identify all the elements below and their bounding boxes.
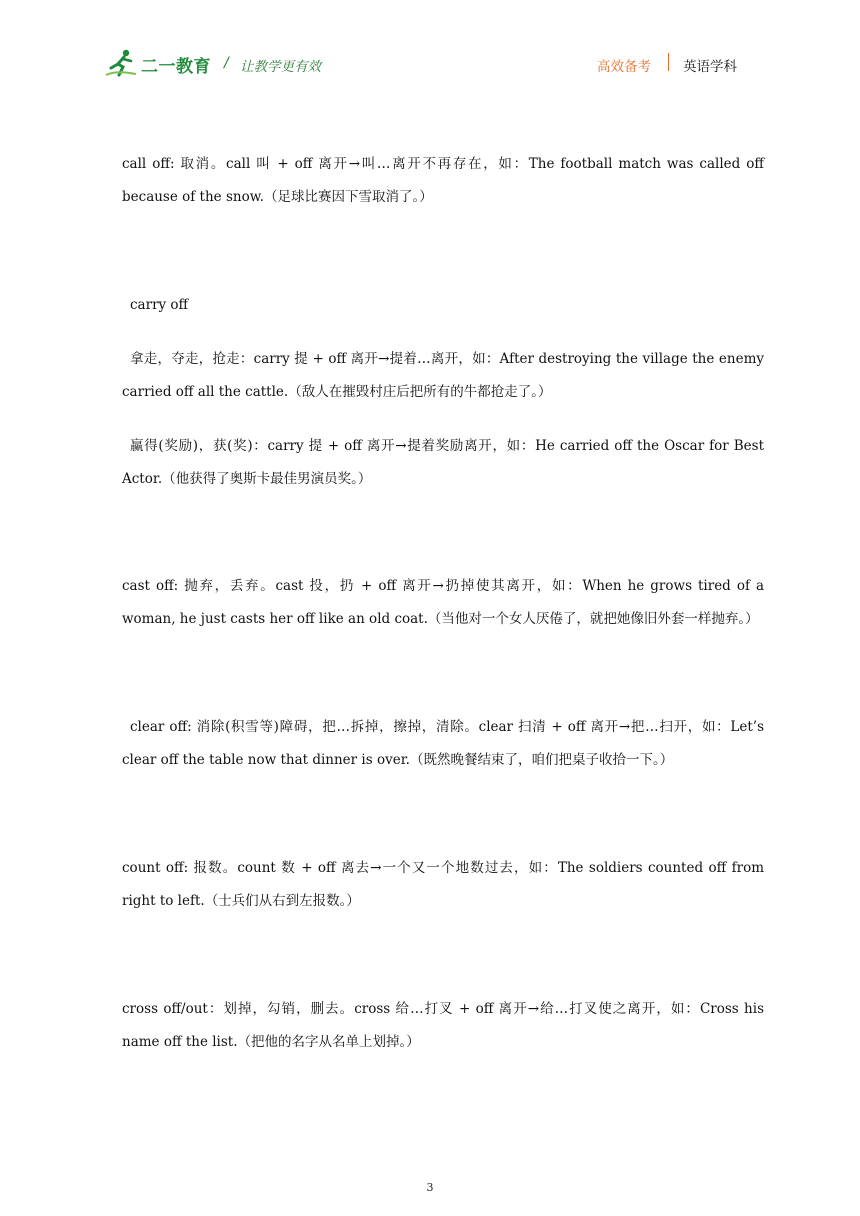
paragraph-count-off: count off: 报数。count 数 + off 离去→一个又一个地数过去，如：The soldiers counted off from right to left.（士兵们从右到左报数。） [122, 860, 764, 909]
page-header [0, 0, 860, 100]
paragraph-cross-off: cross off/out：划掉，勾销，删去。cross 给…打叉 + off 离开→给…打叉使之离开，如：Cross his name off the list.（把他的名字从名单上划掉。） [122, 1001, 764, 1050]
paragraph-carry-off-2: 赢得(奖励)，获(奖)：carry 提 + off 离开→提着奖励离开，如：He carried off the Oscar for Best Actor.（他获得了奥斯卡最佳男演员奖。） [122, 438, 764, 487]
runner-logo-icon [104, 48, 138, 78]
paragraph-call-off: call off: 取消。call 叫 + off 离开→叫…离开不再存在，如：The football match was called off because of the snow.（足球比赛因下雪取消了。） [122, 156, 764, 205]
page-number: 3 [426, 1181, 434, 1194]
slogan-separator: / [224, 55, 229, 71]
document-body [122, 148, 764, 1059]
header-divider [668, 53, 669, 71]
paragraph-cast-off: cast off: 抛弃，丢弃。cast 投，扔 + off 离开→扔掉使其离开，如：When he grows tired of a woman, he just casts her off like an old coat.（当他对一个女人厌倦了，就把她像旧外套一样抛弃。） [122, 578, 764, 627]
heading-carry-off: carry off [130, 297, 189, 313]
slogan: 让教学更有效 [240, 59, 321, 75]
paragraph-carry-off-1: 拿走，夺走，抢走：carry 提 + off 离开→提着…离开，如：After destroying the village the enemy carried off all the cattle.（敌人在摧毁村庄后把所有的牛都抢走了。） [122, 351, 764, 400]
paragraph-clear-off: clear off: 消除(积雪等)障碍，把…拆掉，擦掉，清除。clear 扫清 + off 离开→把…扫开，如：Let’s clear off the table now that dinner is over.（既然晚餐结束了，咱们把桌子收拾一下。） [122, 719, 764, 768]
logo-text: 二一教育 [141, 57, 211, 77]
header-tag-subject: 英语学科 [683, 59, 737, 75]
header-tag-exam: 高效备考 [597, 59, 651, 75]
